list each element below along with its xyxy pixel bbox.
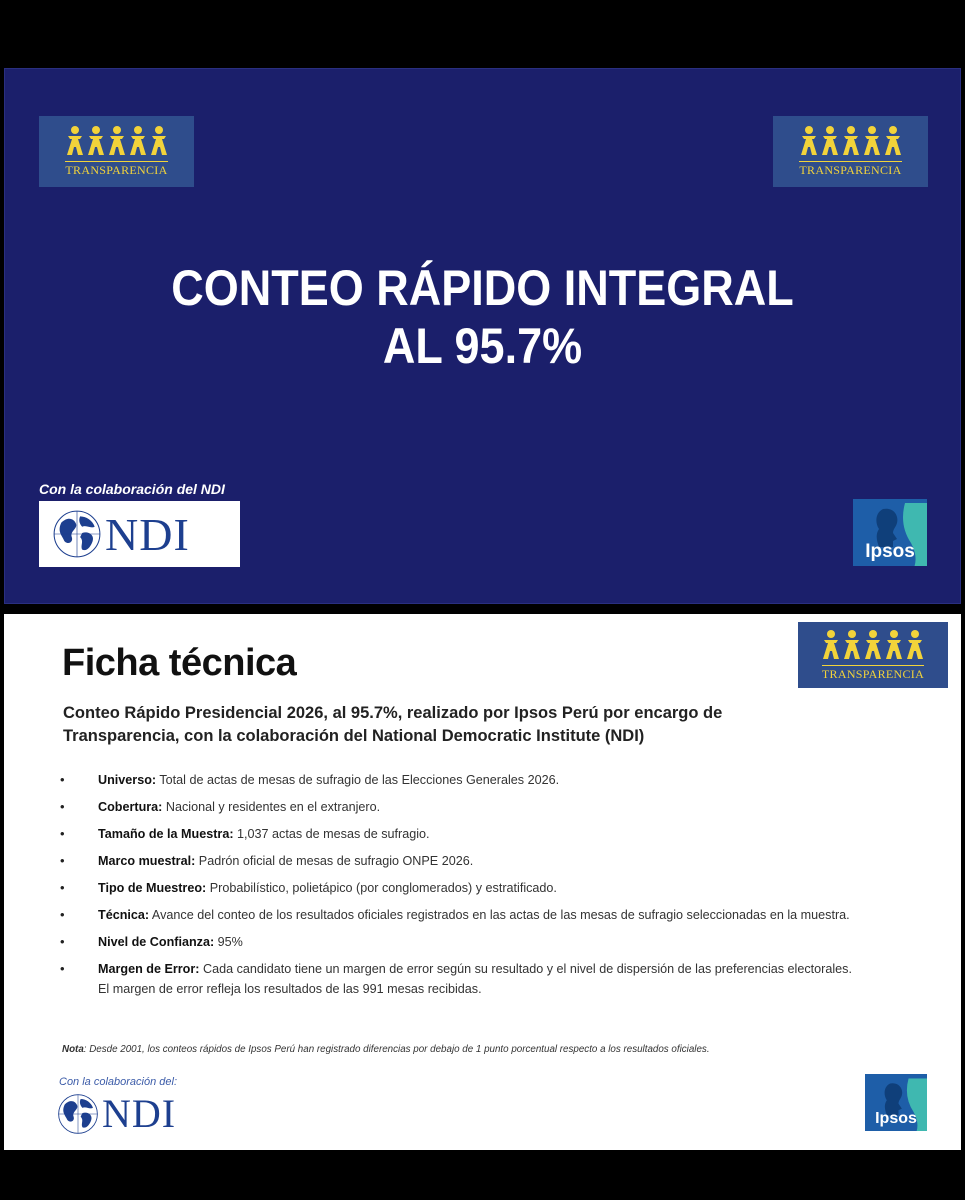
page-title: Ficha técnica bbox=[62, 642, 297, 684]
footnote-label: Nota bbox=[62, 1044, 84, 1055]
cover-slide bbox=[4, 68, 961, 604]
ipsos-wordmark: Ipsos bbox=[875, 1110, 917, 1127]
people-figures-icon bbox=[66, 125, 168, 159]
transparencia-logo bbox=[798, 622, 948, 688]
cover-title-line2: AL 95.7% bbox=[382, 318, 583, 374]
list-item: • Tipo de Muestreo: Probabilístico, polietápico (por conglomerados) y estratificado. bbox=[60, 878, 860, 898]
transparencia-wordmark: TRANSPARENCIA bbox=[821, 666, 925, 681]
spec-list bbox=[60, 770, 860, 1006]
transparencia-logo-right bbox=[773, 116, 928, 187]
collaboration-label: Con la colaboración del: bbox=[59, 1076, 178, 1088]
cover-title bbox=[53, 259, 913, 375]
list-item: • Nivel de Confianza: 95% bbox=[60, 932, 860, 952]
collaboration-label: Con la colaboración del NDI bbox=[39, 481, 225, 497]
ndi-logo bbox=[39, 501, 240, 567]
ipsos-wordmark: Ipsos bbox=[865, 541, 915, 562]
footnote bbox=[62, 1044, 710, 1055]
list-item: • Tamaño de la Muestra: 1,037 actas de mesas de sufragio. bbox=[60, 824, 860, 844]
ndi-wordmark: NDI bbox=[102, 1091, 177, 1136]
technical-sheet-slide bbox=[4, 614, 961, 1150]
list-item: • Cobertura: Nacional y residentes en el extranjero. bbox=[60, 797, 860, 817]
transparencia-wordmark: TRANSPARENCIA bbox=[65, 163, 168, 177]
ndi-wordmark: NDI bbox=[105, 508, 190, 560]
ndi-logo bbox=[56, 1090, 176, 1137]
list-item: • Margen de Error: Cada candidato tiene un margen de error según su resultado y el nivel de dispersión de las preferencias electorales. El margen de error refleja los resultados de las 991 mesas recibidas. bbox=[60, 959, 860, 999]
transparencia-logo-left bbox=[39, 116, 194, 187]
ipsos-logo bbox=[853, 499, 927, 566]
ipsos-logo bbox=[865, 1074, 927, 1131]
people-figures-icon bbox=[800, 125, 902, 159]
list-item: • Técnica: Avance del conteo de los resultados oficiales registrados en las actas de las mesas de sufragio seleccionadas en la muestra. bbox=[60, 905, 860, 925]
footnote-text: : Desde 2001, los conteos rápidos de Ipsos Perú han registrado diferencias por debajo de 1 punto porcentual respecto a los resultados oficiales. bbox=[83, 1044, 710, 1055]
transparencia-wordmark: TRANSPARENCIA bbox=[799, 163, 902, 177]
globe-icon bbox=[56, 1092, 100, 1136]
globe-icon bbox=[51, 508, 103, 560]
sheet-subtitle: Conteo Rápido Presidencial 2026, al 95.7%, realizado por Ipsos Perú por encargo de Transparencia, con la colaboración del National Democratic Institute (NDI) bbox=[63, 704, 723, 745]
list-item: • Universo: Total de actas de mesas de sufragio de las Elecciones Generales 2026. bbox=[60, 770, 860, 790]
people-figures-icon bbox=[822, 629, 924, 663]
cover-title-line1: CONTEO RÁPIDO INTEGRAL bbox=[171, 260, 794, 316]
list-item: • Marco muestral: Padrón oficial de mesas de sufragio ONPE 2026. bbox=[60, 851, 860, 871]
